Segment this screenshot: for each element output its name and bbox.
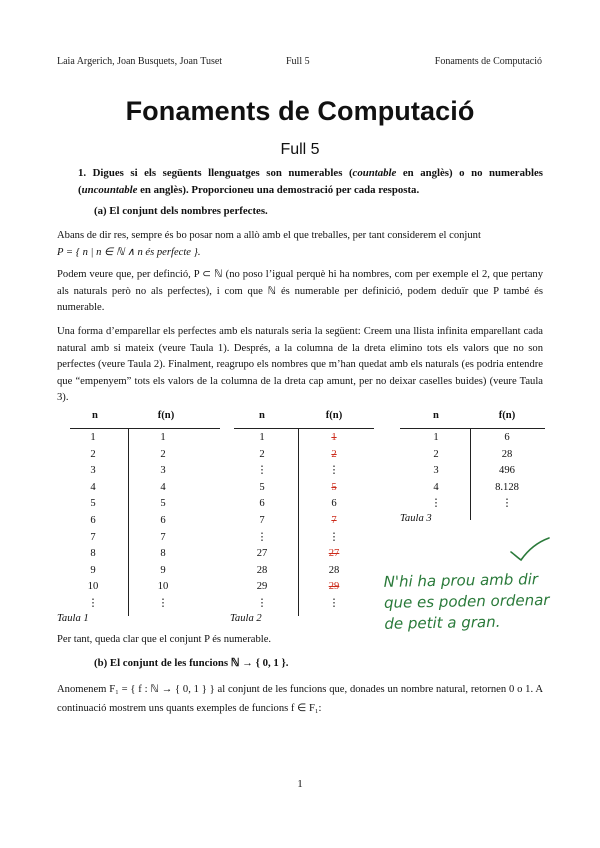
- table1-cell-f-1: 1: [160, 432, 166, 443]
- check-mark-icon: [508, 536, 552, 564]
- table2-cell-f-2: 2: [331, 448, 337, 460]
- table2-cell-n-7: ⋮: [256, 531, 268, 543]
- table-3-header-n: n: [433, 410, 439, 421]
- table3-cell-f-3: 496: [499, 465, 515, 477]
- table-3-header-fn: f(n): [498, 410, 516, 421]
- section-a-conclusion: Per tant, queda clar que el conjunt P és numerable.: [57, 634, 272, 645]
- table2-cell-n-6: 7: [259, 515, 265, 526]
- table2-cell-f-1: 1: [331, 432, 337, 443]
- table1-cell-f-9: 9: [160, 564, 166, 576]
- table2-cell-n-5: 6: [259, 498, 265, 510]
- table3-cell-f-2: 28: [501, 448, 513, 460]
- handwritten-note-line-1: N'hi ha prou amb dir: [383, 570, 539, 591]
- table-3-divider: [470, 428, 471, 520]
- table3-continuation-dots-n: ⋮: [430, 498, 442, 510]
- table-1-divider: [128, 428, 129, 616]
- table-3: [400, 410, 545, 520]
- question-1-text-3: en anglès). Proporcioneu una demostració per cada resposta.: [137, 183, 420, 196]
- running-header-authors: Laia Argerich, Joan Busquets, Joan Tuset: [57, 56, 223, 67]
- table1-cell-n-5: 5: [90, 498, 96, 510]
- question-1-text-1: 1. Digues si els següents llenguatges son numerables (: [78, 167, 353, 179]
- table1-cell-f-6: 6: [160, 515, 166, 526]
- table1-cell-f-7: 7: [160, 531, 166, 543]
- table2-cell-n-3: ⋮: [256, 465, 268, 477]
- section-b-paragraph-1: Anomenem F₁ = { f : ℕ → { 0, 1 } } al conjunt de les funcions que, donades un nombre natural, retornen 0 o 1. A continuació mostrem uns quants exemples de funcions f ∈ F₁:: [57, 684, 543, 714]
- table2-cell-n-2: 2: [259, 448, 265, 460]
- running-header-course: Fonaments de Computació: [434, 56, 542, 67]
- table-2-divider: [298, 428, 299, 616]
- table1-cell-n-2: 2: [90, 448, 96, 460]
- table1-continuation-dots-f: ⋮: [157, 598, 169, 609]
- page-title: Fonaments de Computació: [125, 96, 475, 126]
- section-a-heading: (a) El conjunt dels nombres perfectes.: [94, 205, 268, 217]
- table1-cell-f-3: 3: [160, 465, 166, 477]
- table2-cell-f-10: 29: [328, 581, 340, 593]
- table-1-rule: [70, 428, 220, 429]
- section-a-p1-text: Abans de dir res, sempre és bo posar nom a allò amb el que treballes, per tant considerem el conjunt: [57, 230, 481, 241]
- handwritten-note: [383, 568, 594, 635]
- table3-cell-n-3: 3: [433, 465, 439, 477]
- table2-cell-f-9: 28: [328, 564, 340, 576]
- table2-cell-n-8: 27: [256, 548, 268, 560]
- table3-continuation-dots-f: ⋮: [501, 498, 513, 510]
- table-1-caption: Taula 1: [57, 613, 89, 624]
- table2-cell-n-9: 28: [256, 564, 268, 576]
- table-2-header-n: n: [259, 410, 265, 421]
- table2-continuation-dots-n: ⋮: [256, 598, 268, 609]
- table2-cell-f-3: ⋮: [328, 465, 340, 477]
- page-number: 1: [297, 778, 303, 790]
- running-header-sheet: Full 5: [286, 56, 310, 67]
- handwritten-note-line-2: que es poden ordenar: [383, 590, 550, 612]
- table1-cell-n-9: 9: [90, 564, 96, 576]
- table1-cell-n-6: 6: [90, 515, 96, 526]
- table2-cell-n-10: 29: [256, 581, 268, 593]
- table1-cell-f-10: 10: [157, 581, 169, 593]
- table1-cell-n-8: 8: [90, 548, 96, 560]
- table2-cell-n-1: 1: [259, 432, 265, 443]
- table2-cell-f-5: 6: [331, 498, 337, 510]
- table2-cell-f-7: ⋮: [328, 531, 340, 543]
- table-2: [234, 410, 374, 620]
- table1-cell-f-5: 5: [160, 498, 166, 510]
- page-subtitle: Full 5: [280, 141, 320, 158]
- handwritten-note-line-3: de petit a gran.: [384, 612, 501, 633]
- section-a-paragraph-3: Una forma d’emparellar els perfectes amb els naturals seria la següent: Creem una llista infinita emparellant cada natural amb si mateix (veure Taula 1). Després, a la columna de la dreta elimino tots els valors que no son perfectes (veure Taula 2). Finalment, reagrupo els nombres que m’han quedat amb els naturals (es podria entendre que “empenyem” tots els valors de la columna de la dreta cap amunt, per no deixar caselles buides) (veure Taula 3).: [57, 326, 543, 403]
- table-1-header-n: n: [92, 410, 98, 421]
- table-1: [70, 410, 220, 620]
- table-2-caption: Taula 2: [230, 613, 262, 624]
- table2-cell-n-4: 5: [259, 481, 265, 493]
- table1-cell-n-7: 7: [90, 531, 96, 543]
- table2-cell-f-8: 27: [328, 548, 340, 560]
- question-1-uncountable: uncountable: [81, 183, 138, 196]
- table3-cell-n-2: 2: [433, 448, 439, 460]
- table-3-rule: [400, 428, 545, 429]
- table1-cell-f-8: 8: [160, 548, 166, 560]
- question-1-countable: countable: [352, 167, 397, 179]
- table1-cell-n-3: 3: [90, 465, 96, 477]
- table-1-header-fn: f(n): [157, 410, 175, 421]
- table2-cell-f-4: 5: [331, 481, 337, 493]
- table3-cell-f-1: 6: [504, 432, 510, 443]
- section-a-paragraph-2: Podem veure que, per definció, P ⊂ ℕ (no poso l’igual perquè hi ha nombres, com per exemple el 2, que pertany als naturals però no als perfectes), i com que ℕ és numerable per definició, podem deduïr que P també és numerable.: [57, 269, 543, 313]
- table1-cell-f-4: 4: [160, 481, 166, 493]
- table-3-caption: Taula 3: [400, 513, 432, 524]
- question-1: [78, 165, 543, 198]
- perfect-set-definition: P = { n | n ∈ ℕ ∧ n és perfecte }.: [57, 246, 201, 258]
- table3-cell-n-4: 4: [433, 481, 439, 493]
- table1-continuation-dots-n: ⋮: [87, 598, 99, 609]
- table1-cell-n-10: 10: [87, 581, 99, 593]
- table2-continuation-dots-f: ⋮: [328, 598, 340, 609]
- table-2-header-fn: f(n): [325, 410, 343, 421]
- table-2-rule: [234, 428, 374, 429]
- section-a-paragraph-1: [57, 228, 543, 261]
- table2-cell-f-6: 7: [331, 515, 337, 526]
- section-b-heading: (b) El conjunt de les funcions ℕ → { 0, 1 }.: [94, 657, 289, 669]
- table1-cell-n-4: 4: [90, 481, 96, 493]
- table3-cell-f-4: 8.128: [495, 481, 519, 493]
- question-1-text-2: en anglès) o no numerables (: [78, 167, 543, 196]
- table1-cell-f-2: 2: [160, 448, 166, 460]
- table1-cell-n-1: 1: [90, 432, 96, 443]
- table3-cell-n-1: 1: [433, 432, 439, 443]
